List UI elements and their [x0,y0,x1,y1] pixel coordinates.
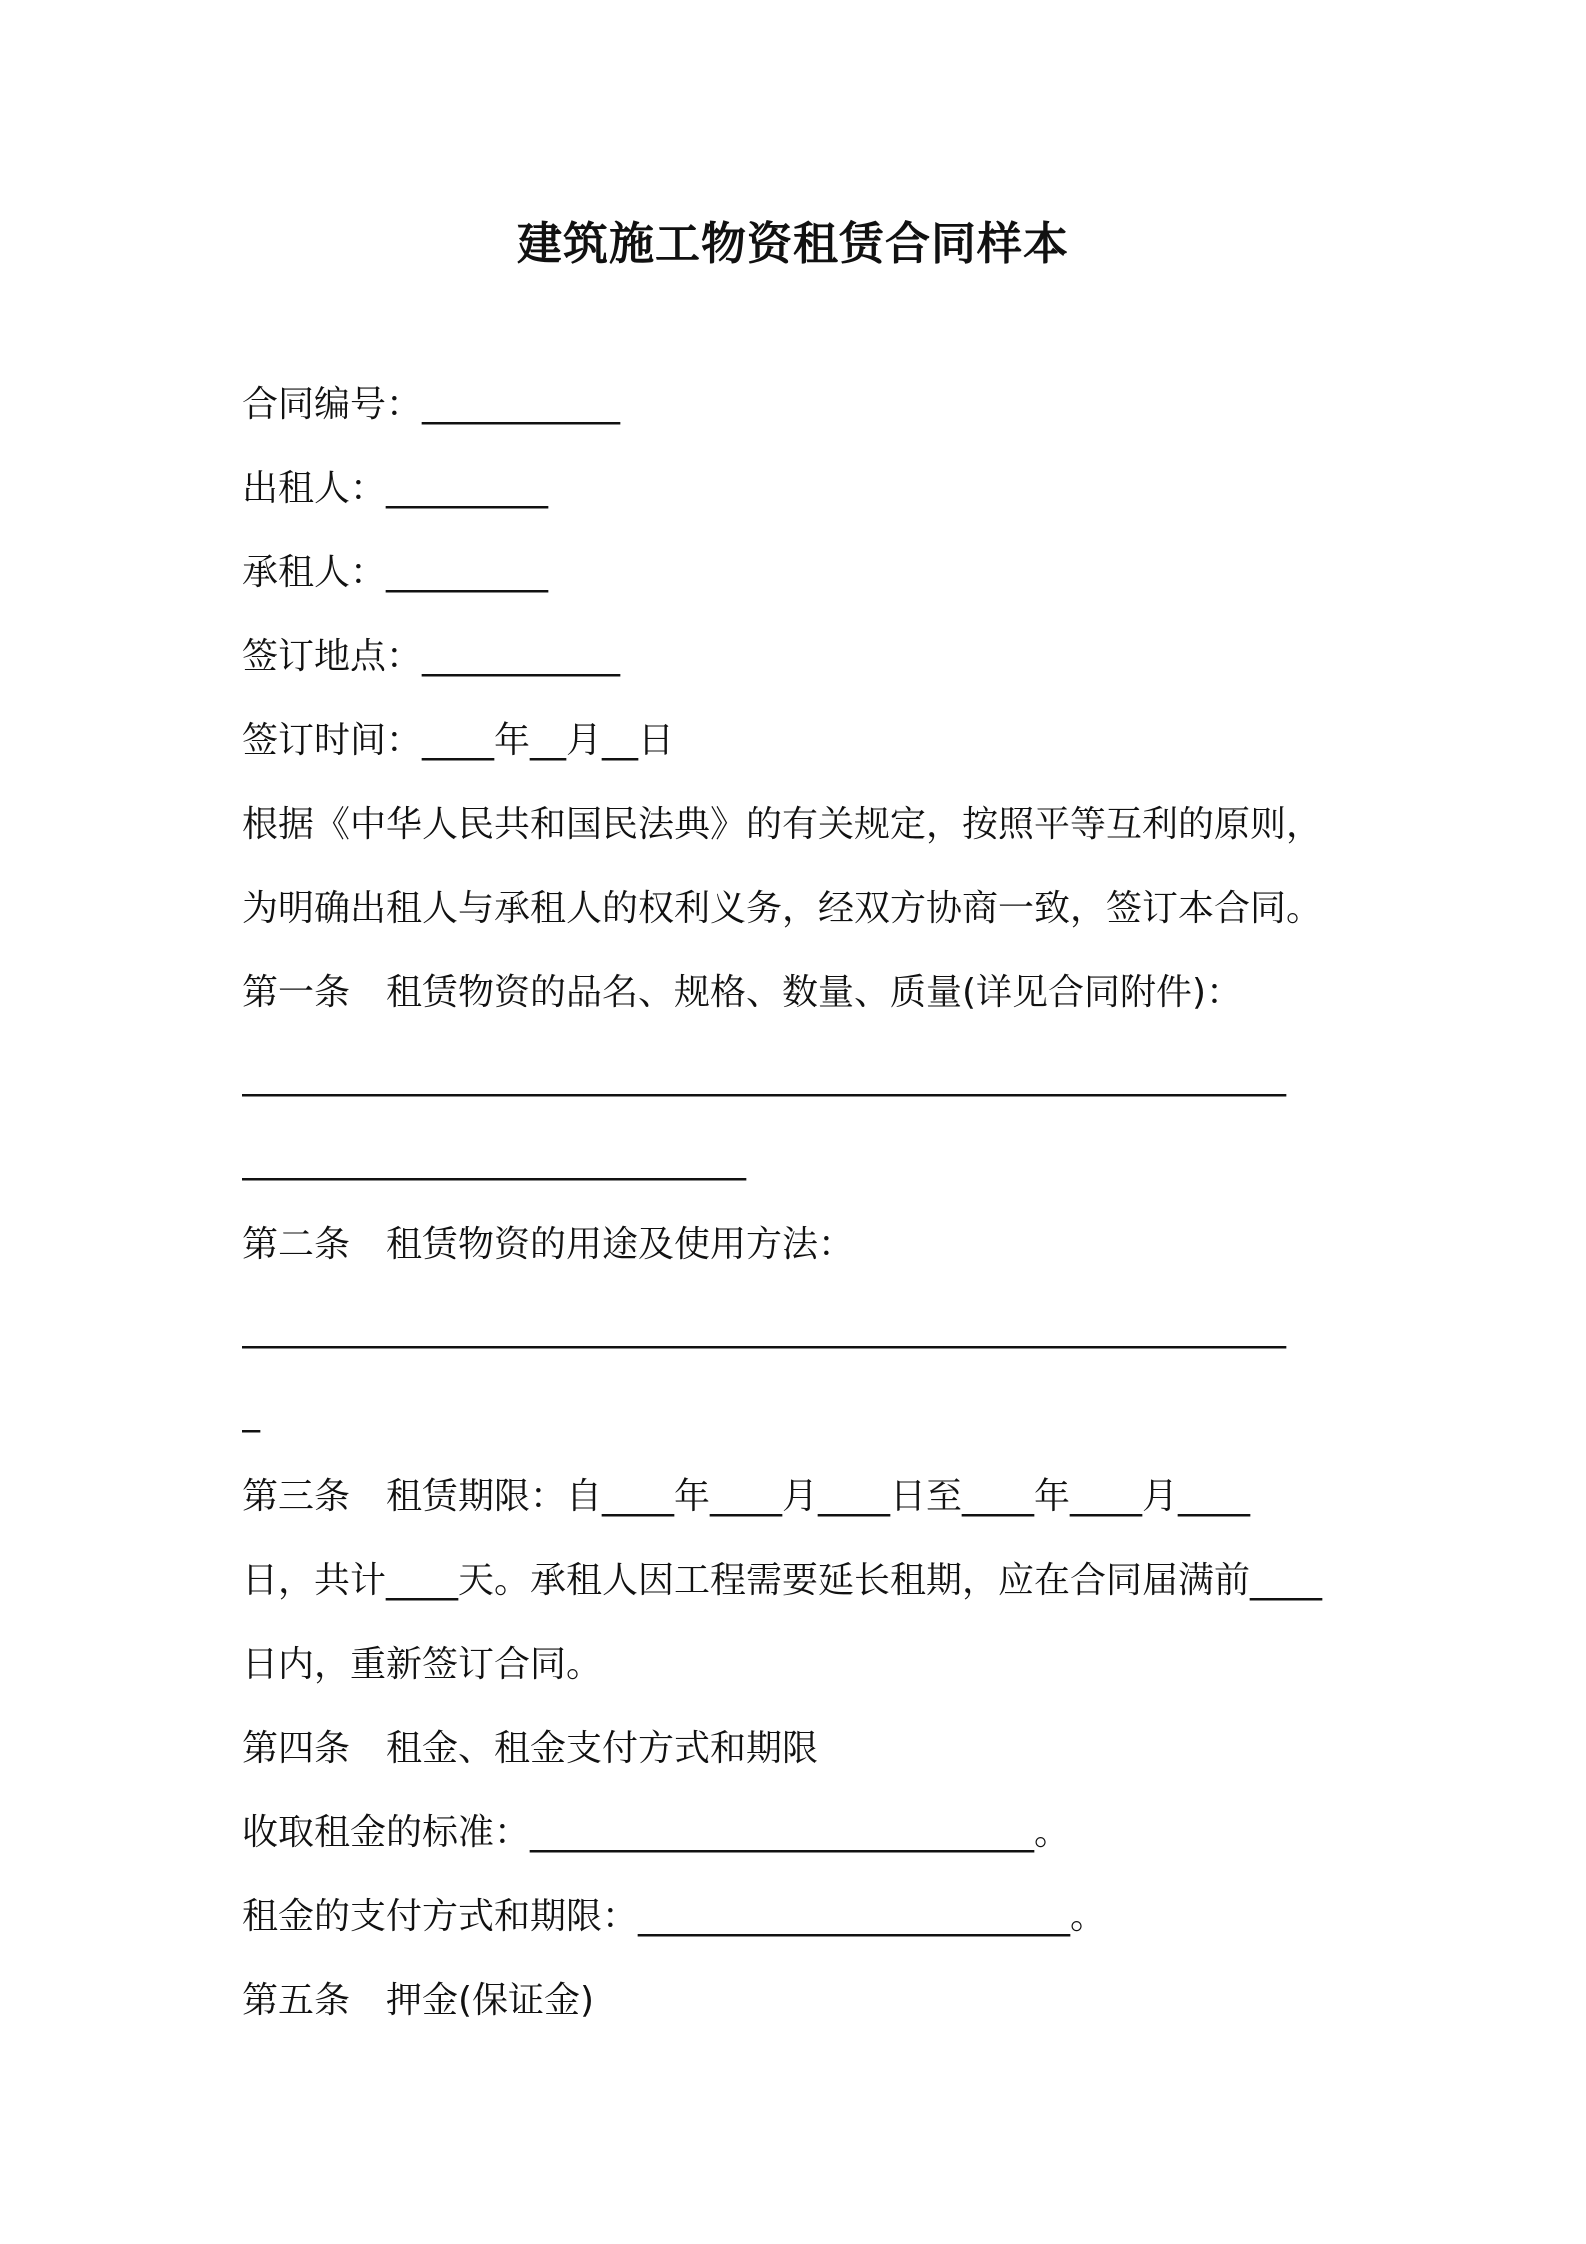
article-2-blank-line: __________________________________________________________ [242,1308,1286,1349]
lessee-line: 承租人：_________ [242,552,549,593]
article-3-line: 日内，重新签订合同。 [242,1644,603,1685]
article-3-line: 日，共计____天。承租人因工程需要延长租期，应在合同届满前____ [242,1560,1323,1601]
rent-standard-line: 收取租金的标准：____________________________。 [242,1812,1071,1853]
article-5-heading: 第五条 押金(保证金) [242,1980,595,2021]
signing-date-line: 签订时间：____年__月__日 [242,720,675,761]
article-4-heading: 第四条 租金、租金支付方式和期限 [242,1728,819,1769]
article-3-line: 第三条 租赁期限：自____年____月____日至____年____月____ [242,1476,1251,1517]
document-body [242,363,1362,2043]
article-2-heading: 第二条 租赁物资的用途及使用方法： [242,1224,855,1265]
contract-number-line: 合同编号：___________ [242,384,621,425]
preamble-line: 根据《中华人民共和国民法典》的有关规定，按照平等互利的原则， [242,804,1323,845]
rent-payment-line: 租金的支付方式和期限：________________________。 [242,1896,1107,1937]
article-2-blank-line: _ [242,1392,260,1433]
article-1-heading: 第一条 租赁物资的品名、规格、数量、质量(详见合同附件)： [242,972,1243,1013]
signing-place-line: 签订地点：___________ [242,636,621,677]
article-1-blank-line: ____________________________ [242,1140,746,1181]
lessor-line: 出租人：_________ [242,468,549,509]
article-1-blank-line: __________________________________________________________ [242,1056,1286,1097]
document-title: 建筑施工物资租赁合同样本 [516,217,1069,270]
preamble-line: 为明确出租人与承租人的权利义务，经双方协商一致，签订本合同。 [242,888,1323,929]
